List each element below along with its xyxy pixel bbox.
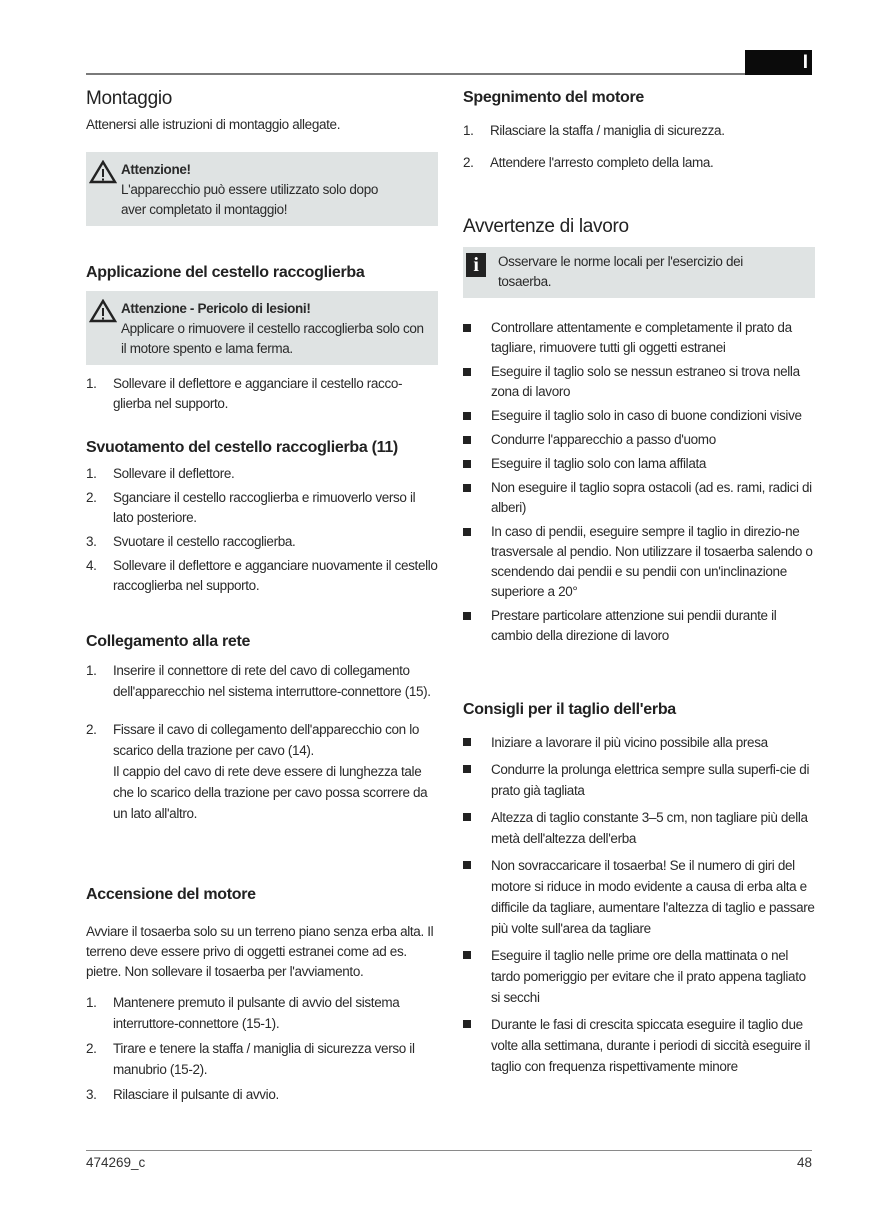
warning-text: L'apparecchio può essere utilizzato solo dopo aver completato il montaggio!: [121, 182, 379, 217]
section-title: Consigli per il taglio dell'erba: [463, 701, 676, 718]
bullet-square-icon: [463, 1020, 471, 1028]
step-note: Il cappio del cavo di rete deve essere di lunghezza tale che lo scarico della trazione per cavo possa scorrere da un lato all'altro.: [113, 764, 428, 821]
bullet-text: Eseguire il taglio nelle prime ore della mattinata o nel tardo pomeriggio per evitare che il prato appena tagliato si secchi: [491, 948, 806, 1005]
bullet-text: Non sovraccaricare il tosaerba! Se il numero di giri del motore si riduce in modo evidente a causa di erba alta e difficile da tagliare, aumentare l'altezza di taglio e passare più volte sull'area da tagliare: [491, 858, 815, 936]
bullet-item: [463, 406, 815, 426]
bullet-text: Controllare attentamente e completamente il prato da tagliare, rimuovere tutti gli oggetti estranei: [491, 320, 792, 355]
step-text: Rilasciare il pulsante di avvio.: [113, 1087, 279, 1102]
bullet-text: Non eseguire il taglio sopra ostacoli (ad es. rami, radici di alberi): [491, 480, 812, 515]
step-item: [86, 374, 438, 414]
step-number: 3.: [86, 534, 97, 549]
warning-title: Attenzione!: [121, 162, 191, 177]
bullet-item: [463, 732, 815, 753]
bullet-square-icon: [463, 324, 471, 332]
step-number: 4.: [86, 558, 97, 573]
bullet-square-icon: [463, 436, 471, 444]
step-number: 3.: [86, 1087, 97, 1102]
step-item: [86, 488, 438, 528]
step-text: Sollevare il deflettore e agganciare nuovamente il cestello raccoglierba nel supporto.: [113, 558, 438, 593]
section-applicazione: [86, 263, 438, 414]
warning-box: [86, 152, 438, 226]
section-spegnimento: [463, 88, 815, 173]
bullet-text: Eseguire il taglio solo in caso di buone condizioni visive: [491, 408, 802, 423]
bullet-square-icon: [463, 951, 471, 959]
section-collegamento: [86, 632, 438, 824]
header-rule: [86, 73, 812, 75]
section-title: Spegnimento del motore: [463, 89, 644, 106]
bullet-item: [463, 759, 815, 801]
bullet-item: [463, 430, 815, 450]
bullet-square-icon: [463, 412, 471, 420]
paragraph: Avviare il tosaerba solo su un terreno piano senza erba alta. Il terreno deve essere privo di oggetti estranei come ad es. pietre. Non sollevare il tosaerba per l'avviamento.: [86, 924, 434, 979]
step-number: 2.: [86, 722, 97, 737]
step-number: 1.: [463, 123, 474, 138]
section-title: Avvertenze di lavoro: [463, 216, 629, 237]
bullet-item: [463, 522, 815, 602]
section-consigli: [463, 700, 815, 1083]
bullet-item: [463, 478, 815, 518]
warning-icon: [89, 299, 117, 323]
bullet-item: [463, 1014, 815, 1077]
bullet-item: [463, 362, 815, 402]
bullet-item: [463, 454, 815, 474]
step-item: [86, 556, 438, 596]
bullet-square-icon: [463, 861, 471, 869]
bullet-text: Condurre l'apparecchio a passo d'uomo: [491, 432, 716, 447]
section-accensione: [86, 885, 438, 1105]
language-tab: I: [745, 50, 812, 75]
section-svuotamento: [86, 438, 438, 596]
step-text: Attendere l'arresto completo della lama.: [490, 155, 714, 170]
bullet-item: [463, 855, 815, 939]
paragraph: Attenersi alle istruzioni di montaggio allegate.: [86, 117, 341, 132]
step-number: 1.: [86, 376, 97, 391]
step-item: [86, 719, 438, 824]
step-item: [463, 121, 815, 141]
bullet-square-icon: [463, 612, 471, 620]
section-title: Montaggio: [86, 88, 173, 109]
footer-rule: [86, 1150, 812, 1151]
bullet-text: Eseguire il taglio solo con lama affilata: [491, 456, 707, 471]
step-number: 1.: [86, 663, 97, 678]
bullet-text: In caso di pendii, eseguire sempre il taglio in direzio-ne trasversale al pendio. Non utilizzare il tosaerba salendo o scendendo dai pendii e su pendii con un'inclinazione superiore a 20°: [491, 524, 813, 599]
step-number: 2.: [86, 490, 97, 505]
section-title: Collegamento alla rete: [86, 633, 251, 650]
step-text: Mantenere premuto il pulsante di avvio del sistema interruttore-connettore (15-1).: [113, 995, 400, 1031]
step-item: [86, 532, 438, 552]
bullet-text: Altezza di taglio constante 3–5 cm, non tagliare più della metà dell'altezza dell'erba: [491, 810, 808, 846]
bullet-text: Condurre la prolunga elettrica sempre sulla superfi-cie di prato già tagliata: [491, 762, 810, 798]
step-number: 2.: [86, 1041, 97, 1056]
step-text: Svuotare il cestello raccoglierba.: [113, 534, 296, 549]
step-text: Sganciare il cestello raccoglierba e rimuoverlo verso il lato posteriore.: [113, 490, 416, 525]
document-code: 474269_c: [86, 1155, 146, 1170]
bullet-text: Iniziare a lavorare il più vicino possibile alla presa: [491, 735, 768, 750]
step-item: [86, 1038, 438, 1080]
warning-icon: [89, 160, 117, 184]
info-text: Osservare le norme locali per l'esercizio dei tosaerba.: [498, 254, 743, 289]
step-item: [463, 153, 815, 173]
step-item: [86, 660, 438, 702]
bullet-square-icon: [463, 368, 471, 376]
step-text: Tirare e tenere la staffa / maniglia di sicurezza verso il manubrio (15-2).: [113, 1041, 415, 1077]
page-number: 48: [796, 1155, 812, 1170]
bullet-item: [463, 606, 815, 646]
warning-text: Applicare o rimuovere il cestello raccoglierba solo con il motore spento e lama ferma.: [121, 321, 424, 356]
bullet-item: [463, 945, 815, 1008]
bullet-text: Eseguire il taglio solo se nessun estraneo si trova nella zona di lavoro: [491, 364, 800, 399]
bullet-square-icon: [463, 813, 471, 821]
step-item: [86, 1084, 438, 1105]
bullet-square-icon: [463, 765, 471, 773]
section-title: Applicazione del cestello raccoglierba: [86, 264, 365, 281]
step-number: 1.: [86, 466, 97, 481]
info-box: [463, 247, 815, 298]
bullet-square-icon: [463, 460, 471, 468]
bullet-item: [463, 807, 815, 849]
bullet-text: Durante le fasi di crescita spiccata eseguire il taglio due volte alla settimana, durante i periodi di siccità eseguire il taglio con frequenza rispettivamente minore: [491, 1017, 810, 1074]
bullet-text: Prestare particolare attenzione sui pendii durante il cambio della direzione di lavoro: [491, 608, 777, 643]
section-avvertenze: [463, 217, 815, 650]
step-item: [86, 464, 438, 484]
step-text: Sollevare il deflettore e agganciare il cestello racco-glierba nel supporto.: [113, 376, 403, 411]
warning-box: [86, 291, 438, 365]
warning-title: Attenzione - Pericolo di lesioni!: [121, 301, 311, 316]
step-text: Sollevare il deflettore.: [113, 466, 235, 481]
section-title: Accensione del motore: [86, 886, 256, 903]
step-item: [86, 992, 438, 1034]
info-icon: i: [466, 253, 486, 277]
bullet-item: [463, 318, 815, 358]
step-text: Fissare il cavo di collegamento dell'apparecchio con lo scarico della trazione per cavo (14).: [113, 722, 420, 758]
step-text: Rilasciare la staffa / maniglia di sicurezza.: [490, 123, 725, 138]
section-montaggio: [86, 89, 438, 226]
step-number: 2.: [463, 155, 474, 170]
step-number: 1.: [86, 995, 97, 1010]
bullet-square-icon: [463, 738, 471, 746]
bullet-square-icon: [463, 528, 471, 536]
step-text: Inserire il connettore di rete del cavo di collegamento dell'apparecchio nel sistema interruttore-connettore (15).: [113, 663, 431, 699]
section-title: Svuotamento del cestello raccoglierba (11): [86, 439, 398, 456]
bullet-square-icon: [463, 484, 471, 492]
